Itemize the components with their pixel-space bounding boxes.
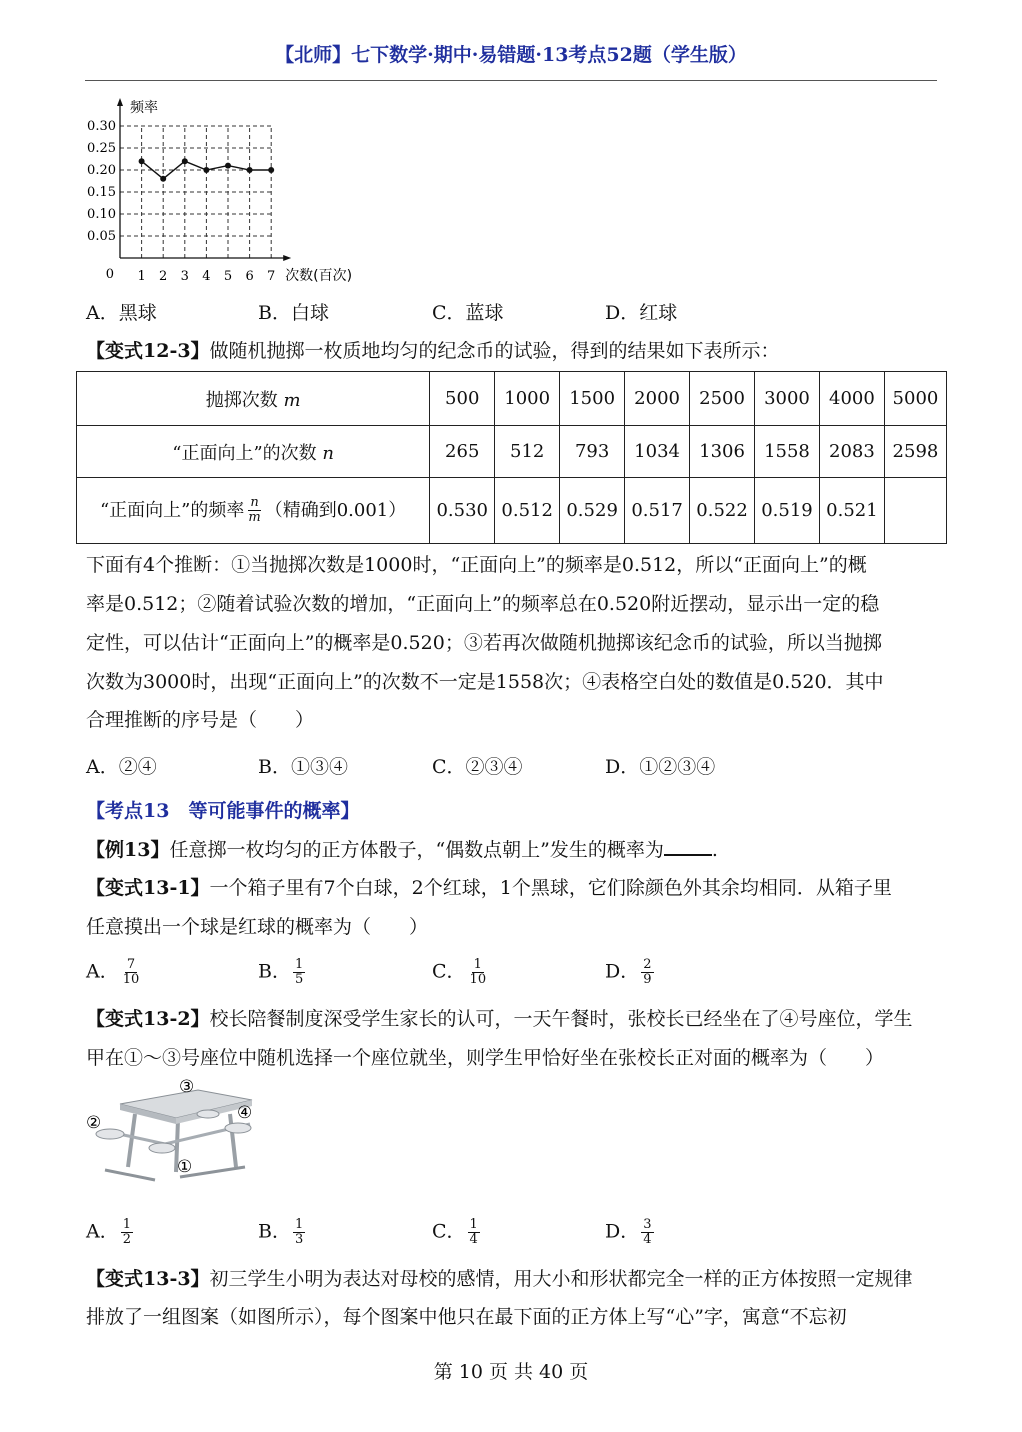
data-point xyxy=(139,158,145,164)
table-cell: 512 xyxy=(495,426,560,478)
q13-1-option-b[interactable]: B． $\frac{1}{5}$ xyxy=(258,957,304,987)
q13-2-option-a[interactable]: A． $\frac{1}{2}$ xyxy=(86,1217,132,1247)
table-cell: 793 xyxy=(560,426,625,478)
page-header-title: 【北师】七下数学·期中·易错题·13考点52题（学生版） xyxy=(275,44,747,66)
q12-3-body-line-4: 次数为3000时，出现“正面向上”的次数不一定是1558次；④表格空白处的数值是0.520．其中 xyxy=(86,671,884,693)
q12-3-body-line-5: 合理推断的序号是（ ） xyxy=(86,709,315,731)
table-cell: 500 xyxy=(430,372,495,426)
y-tick-label: 0.10 xyxy=(87,207,116,222)
q13-2-option-d[interactable]: D． $\frac{3}{4}$ xyxy=(605,1217,652,1247)
table-cell: 1558 xyxy=(755,426,820,478)
table-cell: 0.522 xyxy=(690,478,755,544)
x-tick-label: 2 xyxy=(159,269,168,284)
table-cell: 3000 xyxy=(755,372,820,426)
q13-2-option-c[interactable]: C． $\frac{1}{4}$ xyxy=(432,1217,478,1247)
table-cell: 1034 xyxy=(625,426,690,478)
data-point xyxy=(182,158,188,164)
q12-3-title: 【变式12-3】 xyxy=(86,340,210,362)
table-cell: 0.521 xyxy=(819,478,884,544)
table-cell: 0.512 xyxy=(495,478,560,544)
frequency-line-chart xyxy=(76,92,396,288)
q12-2-option-a[interactable]: A．黑球 xyxy=(86,302,157,324)
q13-1-line-1: 【变式13-1】一个箱子里有7个白球，2个红球，1个黑球，它们除颜色外其余均相同．从箱子里 xyxy=(86,877,892,899)
table-cell: 0.529 xyxy=(560,478,625,544)
x-tick-label: 3 xyxy=(180,269,189,284)
y-tick-label: 0.25 xyxy=(87,141,116,156)
q12-3-body-line-3: 定性，可以估计“正面向上”的概率是0.520；③若再次做随机抛掷该纪念币的试验，所以当抛掷 xyxy=(86,632,882,654)
q13-3-line-2: 排放了一组图案（如图所示），每个图案中他只在最下面的正方体上写“心”字，寓意“不忘初 xyxy=(86,1306,847,1328)
kp13-title: 【考点13 等可能事件的概率】 xyxy=(86,800,360,822)
table-row-tosses xyxy=(77,372,947,426)
table-cell-blank xyxy=(884,478,946,544)
page-footer: 第 10 页 共 40 页 xyxy=(433,1361,589,1383)
q13-1-option-a[interactable]: A． $\frac{7}{10}$ xyxy=(86,957,140,987)
row-label-heads: “正面向上”的次数 n xyxy=(77,426,430,478)
coin-toss-table xyxy=(76,371,947,544)
table-cell: 0.530 xyxy=(430,478,495,544)
data-point xyxy=(247,167,253,173)
x-axis-arrow xyxy=(283,255,291,261)
q12-3-stem xyxy=(86,339,780,363)
x-tick-label: 7 xyxy=(267,269,276,284)
origin-label: 0 xyxy=(105,267,114,282)
x-tick-label: 1 xyxy=(137,269,146,284)
q12-3-option-b[interactable]: B．①③④ xyxy=(258,756,348,778)
table-cell: 2083 xyxy=(819,426,884,478)
x-tick-label: 4 xyxy=(202,269,211,284)
x-tick-label: 6 xyxy=(245,269,254,284)
table-cell: 4000 xyxy=(819,372,884,426)
row-label-frequency: “正面向上”的频率 $\frac{n}{m}$ （精确到0.001） xyxy=(77,478,430,544)
y-tick-label: 0.20 xyxy=(87,163,116,178)
answer-blank[interactable] xyxy=(664,838,712,856)
x-tick-label: 5 xyxy=(223,269,233,284)
table-cell: 2000 xyxy=(625,372,690,426)
table-cell: 5000 xyxy=(884,372,946,426)
x-axis-title: 次数(百次) xyxy=(285,268,353,284)
y-tick-label: 0.15 xyxy=(87,185,116,200)
data-point xyxy=(268,167,274,173)
q13-1-option-d[interactable]: D． $\frac{2}{9}$ xyxy=(605,957,652,987)
q13-2-line-1: 【变式13-2】校长陪餐制度深受学生家长的认可，一天午餐时，张校长已经坐在了④号座位，学生 xyxy=(86,1008,913,1030)
q12-3-option-a[interactable]: A．②④ xyxy=(86,756,157,778)
q12-3-text: 做随机抛掷一枚质地均匀的纪念币的试验，得到的结果如下表所示： xyxy=(209,340,780,362)
table-cell: 2598 xyxy=(884,426,946,478)
ex13-stem: 【例13】任意掷一枚均匀的正方体骰子，“偶数点朝上”发生的概率为 . xyxy=(86,839,718,861)
data-point xyxy=(160,176,166,182)
table-cell: 1306 xyxy=(690,426,755,478)
q13-1-line-2: 任意摸出一个球是红球的概率为（ ） xyxy=(86,916,429,938)
table-cell: 0.517 xyxy=(625,478,690,544)
q12-3-body-line-2: 率是0.512；②随着试验次数的增加，“正面向上”的频率总在0.520附近摆动，显示出一定的稳 xyxy=(86,593,880,615)
y-axis-title: 频率 xyxy=(130,100,158,116)
q12-3-option-c[interactable]: C．②③④ xyxy=(432,756,523,778)
q13-2-line-2: 甲在①～③号座位中随机选择一个座位就坐，则学生甲恰好坐在张校长正对面的概率为（ ） xyxy=(86,1047,885,1069)
table-row-heads xyxy=(77,426,947,478)
q13-2-option-b[interactable]: B． $\frac{1}{3}$ xyxy=(258,1217,304,1247)
table-cell: 1500 xyxy=(560,372,625,426)
table-cell: 2500 xyxy=(690,372,755,426)
row-label-tosses: 抛掷次数 m xyxy=(77,372,430,426)
header-divider xyxy=(85,80,937,81)
y-tick-label: 0.05 xyxy=(87,229,116,244)
data-point xyxy=(203,167,209,173)
q12-2-option-d[interactable]: D．红球 xyxy=(605,302,678,324)
q12-3-option-d[interactable]: D．①②③④ xyxy=(605,756,716,778)
q12-3-body-line-1: 下面有4个推断：①当抛掷次数是1000时，“正面向上”的频率是0.512，所以“正面向上”的概 xyxy=(86,554,867,576)
table-cell: 0.519 xyxy=(755,478,820,544)
q12-2-option-b[interactable]: B．白球 xyxy=(258,302,329,324)
y-tick-label: 0.30 xyxy=(87,119,116,134)
q13-1-option-c[interactable]: C． $\frac{1}{10}$ xyxy=(432,957,487,987)
seat-label-1: ① xyxy=(177,1157,193,1177)
table-row-frequency xyxy=(77,478,947,544)
table-cell: 1000 xyxy=(495,372,560,426)
y-axis-arrow xyxy=(117,98,123,106)
dining-table-illustration xyxy=(80,1072,280,1192)
data-point xyxy=(225,163,231,169)
seat-label-2: ② xyxy=(86,1113,102,1133)
table-cell: 265 xyxy=(430,426,495,478)
seat-label-4: ④ xyxy=(237,1103,253,1123)
q12-2-option-c[interactable]: C．蓝球 xyxy=(432,302,504,324)
q13-3-line-1: 【变式13-3】初三学生小明为表达对母校的感情，用大小和形状都完全一样的正方体按照一定规律 xyxy=(86,1268,913,1290)
seat-label-3: ③ xyxy=(179,1077,195,1097)
